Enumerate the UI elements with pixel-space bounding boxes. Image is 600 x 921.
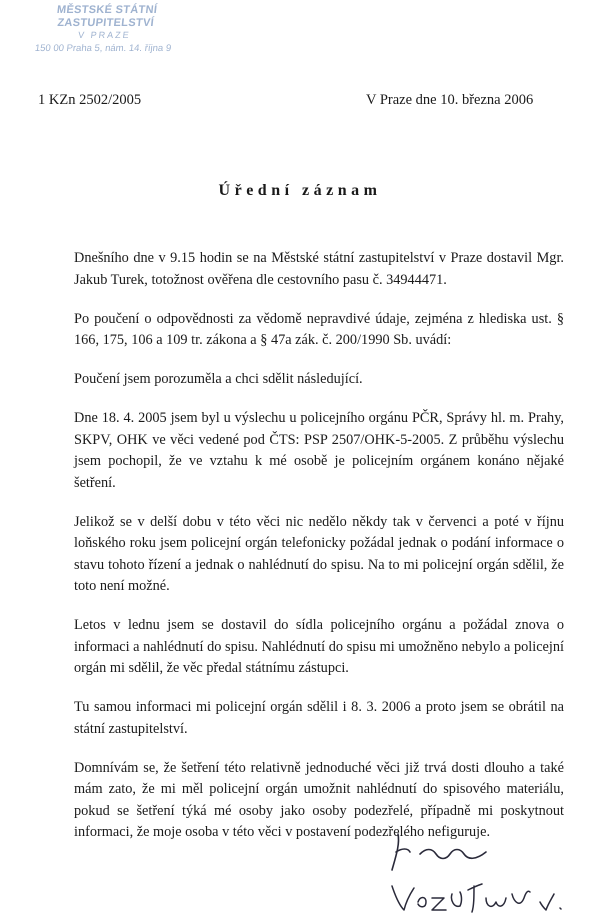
document-date: V Praze dne 10. března 2006 [366, 92, 534, 108]
paragraph: Tu samou informaci mi policejní orgán sdělil i 8. 3. 2006 a proto jsem se obrátil na státní zastupitelství. [74, 699, 564, 737]
stamp-line-office: MĚSTSKÉ STÁTNÍ ZASTUPITELSTVÍ [56, 4, 158, 29]
paragraph: Domnívám se, že šetření této relativně jednoduché věci již trvá dosti dlouho a také mám zato, že mi měl policejní orgán umožnit nahlédnutí do spisového materiálu, pokud se šetření týká mé osoby jako osoby podezřelé, případně mi poskytnout informaci, že moje osoba v této věci v postavení podezřelého nefiguruje. [74, 759, 564, 840]
signature-scribble [386, 826, 496, 874]
paragraph: Jelikož se v delší dobu v této věci nic nedělo někdy tak v červenci a poté v říjnu loňského roku jsem policejní orgán telefonicky požádal jednak o podání informace o stavu tohoto řízení a jednak o nahlédnutí do spisu. Na to mi policejní orgán sdělil, že toto není možné. [74, 513, 564, 594]
paragraph: Dnešního dne v 9.15 hodin se na Městské státní zastupitelství v Praze dostavil Mgr. Jakub Turek, totožnost ověřena dle cestovního pasu č. 34944471. [74, 250, 564, 288]
stamp-line-city: V PRAZE [77, 30, 132, 40]
paragraph: Dne 18. 4. 2005 jsem byl u výslechu u policejního orgánu PČR, Správy hl. m. Prahy, SKPV, OHK ve věci vedené pod ČTS: PSP 2507/OHK-5-2005. Z průběhu výslechu jsem pochopil, že ve vztahu k mé osobě je policejním orgánem konáno nějaké šetření. [74, 410, 564, 491]
paragraph: Po poučení o odpovědnosti za vědomě nepravdivé údaje, zejména z hlediska ust. § 166, 175, 106 a 109 tr. zákona a § 47a zák. č. 200/1990 Sb. uvádí: [74, 310, 564, 348]
paragraph: Poučení jsem porozuměla a chci sdělit následující. [74, 371, 363, 387]
case-reference: 1 KZn 2502/2005 [38, 92, 142, 108]
office-stamp [7, 4, 202, 55]
document-body [74, 248, 564, 844]
document-title: Úřední záznam [218, 182, 382, 199]
stamp-line-address: 150 00 Praha 5, nám. 14. října 9 [34, 43, 172, 54]
handwritten-name-signature [374, 872, 574, 920]
paragraph: Letos v lednu jsem se dostavil do sídla policejního orgánu a požádal znova o informaci a nahlédnutí do spisu. Nahlédnutí do spisu mi umožněno nebylo a policejní orgán mi sdělil, že věc předal státnímu zástupci. [74, 617, 564, 676]
